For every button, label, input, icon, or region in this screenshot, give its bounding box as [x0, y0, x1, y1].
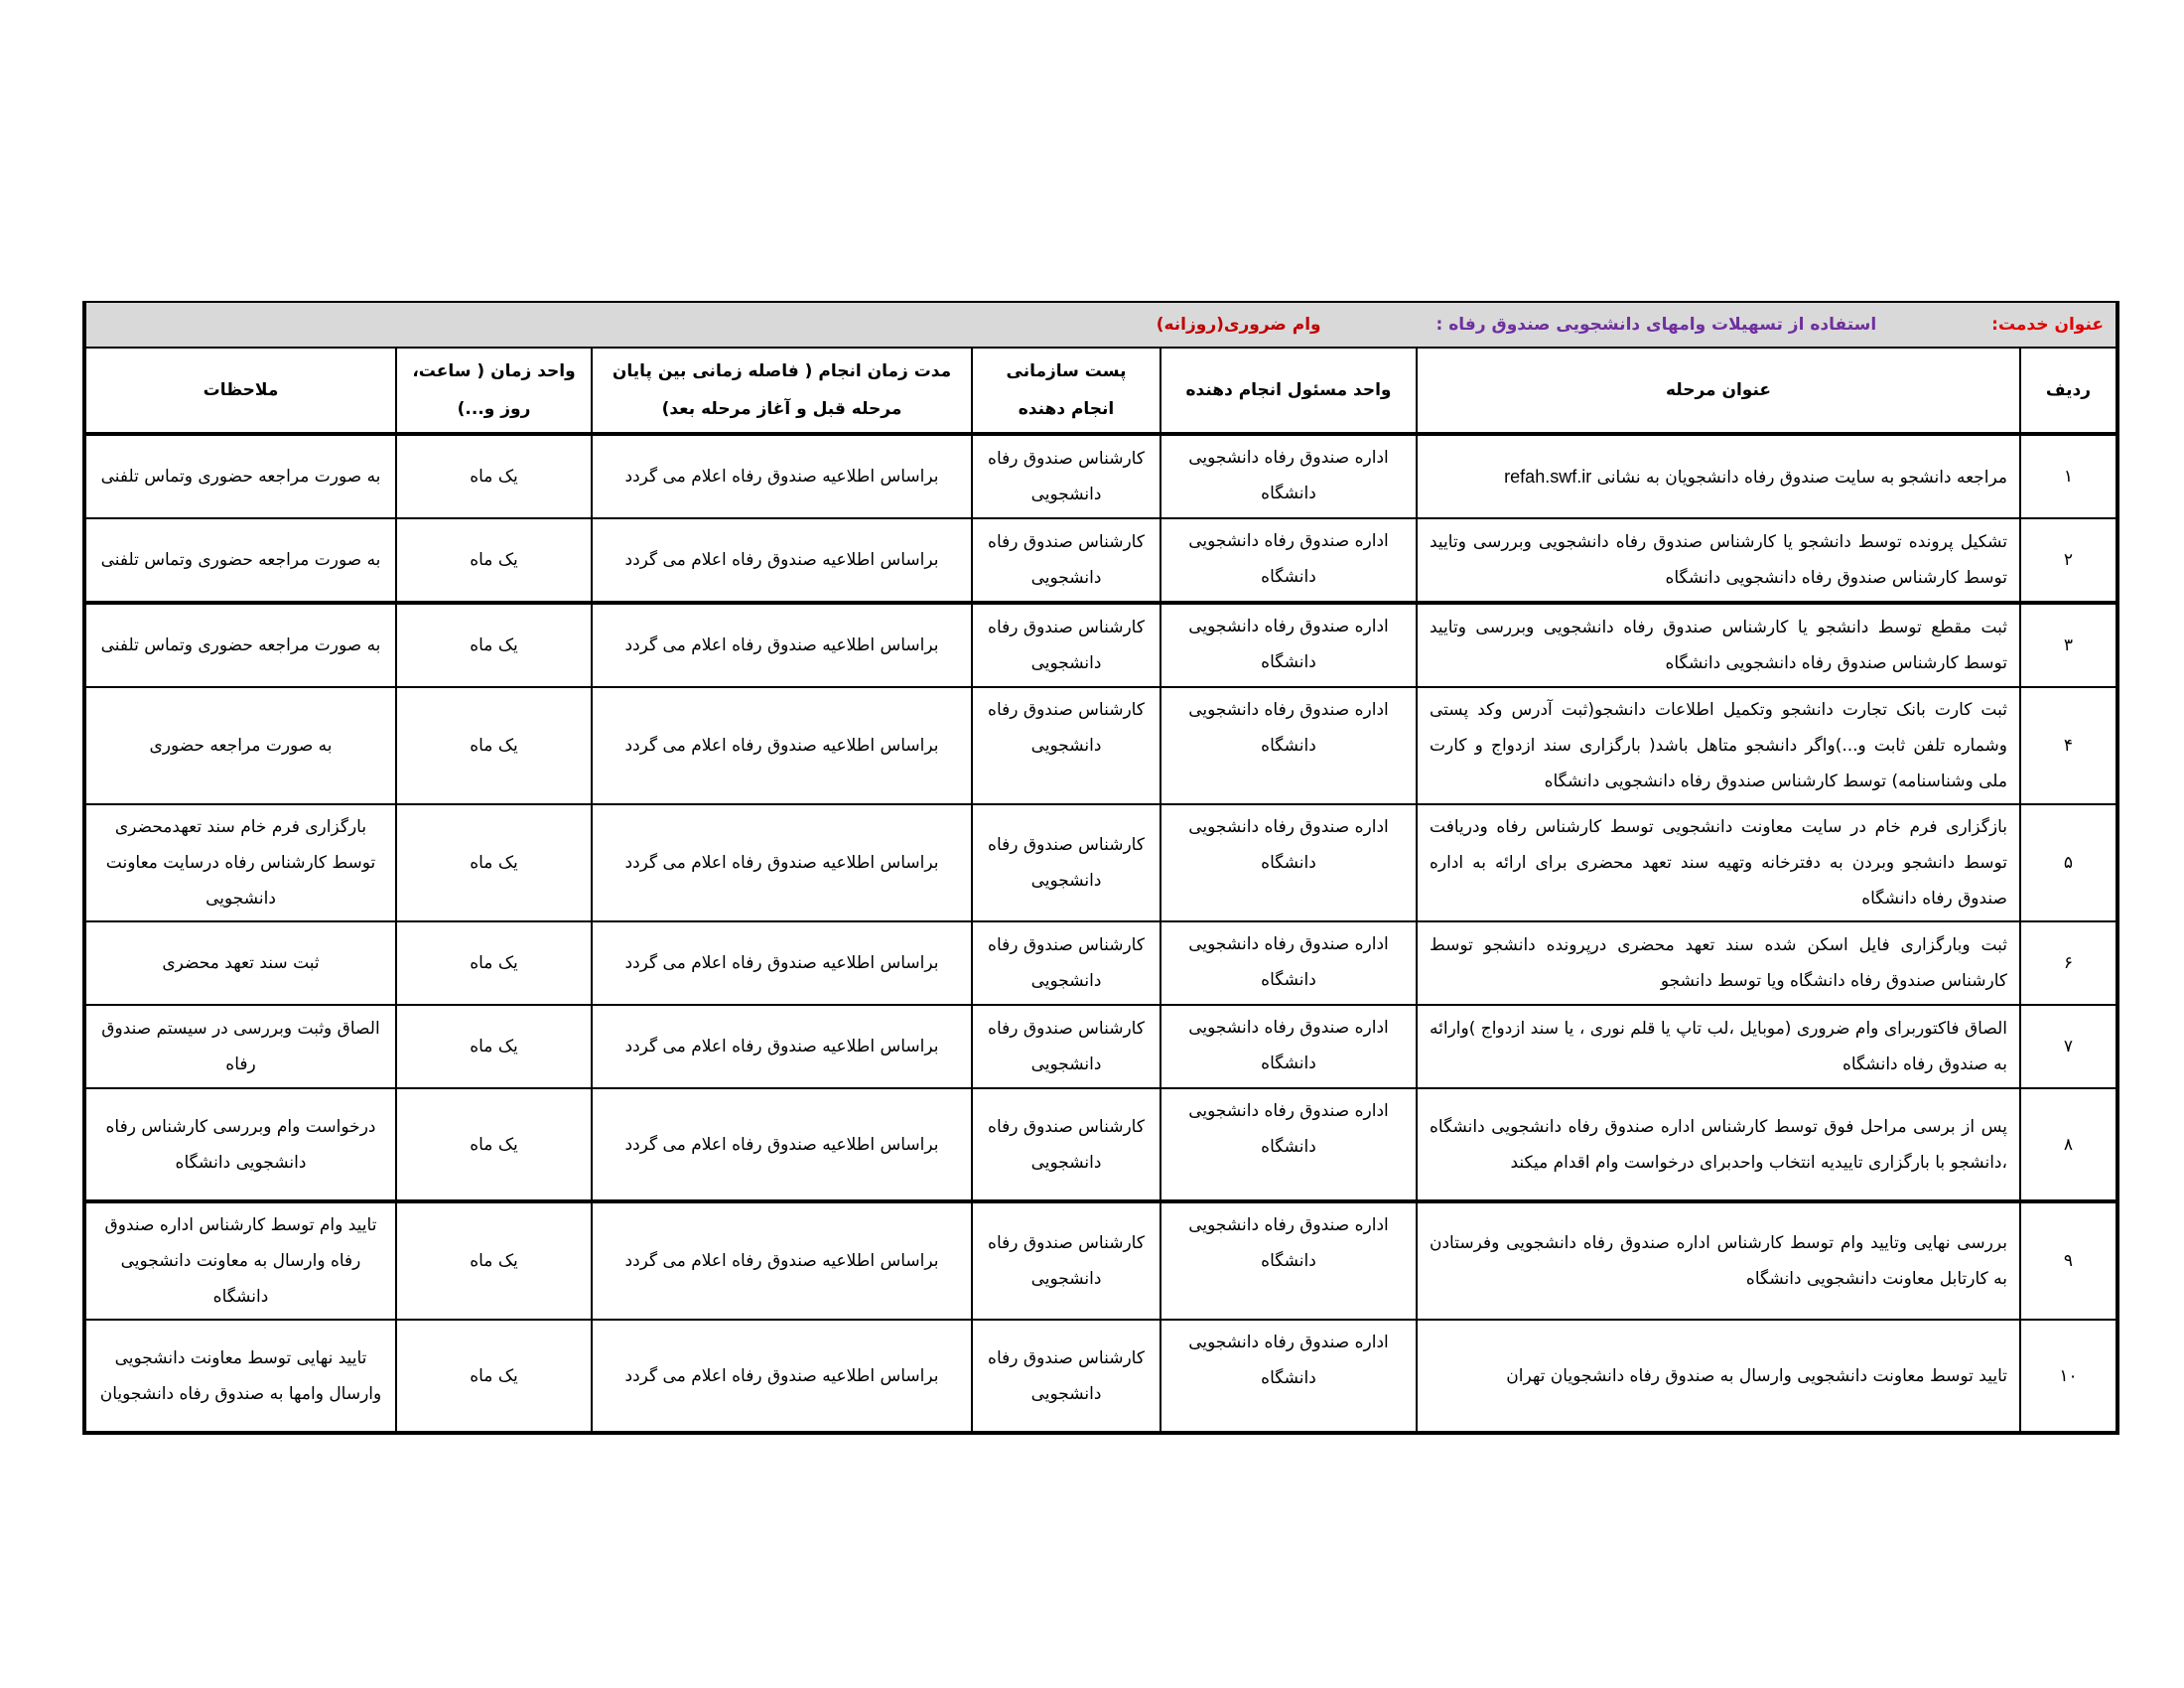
header-row: [84, 348, 2117, 434]
responsible-unit: اداره صندوق رفاه دانشجویی دانشگاه: [1160, 1320, 1417, 1433]
responsible-unit: اداره صندوق رفاه دانشجویی دانشگاه: [1160, 518, 1417, 603]
duration: براساس اطلاعیه صندوق رفاه اعلام می گردد: [592, 804, 972, 921]
duration: براساس اطلاعیه صندوق رفاه اعلام می گردد: [592, 1201, 972, 1320]
post: کارشناس صندوق رفاه دانشجویی: [972, 434, 1160, 518]
row-number: ۷: [2020, 1005, 2117, 1088]
duration: براساس اطلاعیه صندوق رفاه اعلام می گردد: [592, 921, 972, 1005]
time-unit: یک ماه: [396, 921, 592, 1005]
post: کارشناس صندوق رفاه دانشجویی: [972, 1201, 1160, 1320]
notes: به صورت مراجعه حضوری: [84, 687, 396, 804]
table-row: [84, 1005, 2117, 1088]
row-number: ۳: [2020, 603, 2117, 687]
stage-title: مراجعه دانشجو به سایت صندوق رفاه دانشجویان به نشانی: [1596, 467, 2007, 488]
stage-title: پس از برسی مراحل فوق توسط کارشناس اداره صندوق رفاه دانشجویی دانشگاه ،دانشجو با بارگزاری تاییدیه انتخاب واحدبرای درخواست وام اقدام میکند: [1417, 1088, 2020, 1201]
stage-title: تشکیل پرونده توسط دانشجو یا کارشناس صندوق رفاه دانشجویی وبررسی وتایید توسط کارشناس صندوق رفاه دانشجویی دانشگاه: [1417, 518, 2020, 603]
loan-type: وام ضروری(روزانه): [1156, 315, 1321, 335]
row-number: ۱: [2020, 434, 2117, 518]
col-header-row-no: ردیف: [2020, 348, 2117, 434]
notes: تایید نهایی توسط معاونت دانشجویی وارسال وامها به صندوق رفاه دانشجویان: [84, 1320, 396, 1433]
time-unit: یک ماه: [396, 1005, 592, 1088]
col-header-stage-title: عنوان مرحله: [1417, 348, 2020, 434]
notes: به صورت مراجعه حضوری وتماس تلفنی: [84, 434, 396, 518]
responsible-unit: اداره صندوق رفاه دانشجویی دانشگاه: [1160, 804, 1417, 921]
table-row: [84, 518, 2117, 603]
responsible-unit: اداره صندوق رفاه دانشجویی دانشگاه: [1160, 603, 1417, 687]
time-unit: یک ماه: [396, 434, 592, 518]
row-number: ۱۰: [2020, 1320, 2117, 1433]
duration: براساس اطلاعیه صندوق رفاه اعلام می گردد: [592, 603, 972, 687]
service-name: استفاده از تسهیلات وامهای دانشجویی صندوق رفاه :: [1435, 315, 1877, 335]
notes: الصاق وثبت وبررسی در سیستم صندوق رفاه: [84, 1005, 396, 1088]
time-unit: یک ماه: [396, 1201, 592, 1320]
row-number: ۶: [2020, 921, 2117, 1005]
post: کارشناس صندوق رفاه دانشجویی: [972, 804, 1160, 921]
stage-title: بررسی نهایی وتایید وام توسط کارشناس اداره صندوق رفاه دانشجویی وفرستادن به کارتابل معاونت دانشجویی دانشگاه: [1417, 1201, 2020, 1320]
row-number: ۵: [2020, 804, 2117, 921]
notes: ثبت سند تعهد محضری: [84, 921, 396, 1005]
stage-title-cell: [1417, 434, 2020, 518]
row-number: ۸: [2020, 1088, 2117, 1201]
table-row: [84, 1320, 2117, 1433]
time-unit: یک ماه: [396, 518, 592, 603]
table-row: [84, 1088, 2117, 1201]
col-header-notes: ملاحظات: [84, 348, 396, 434]
duration: براساس اطلاعیه صندوق رفاه اعلام می گردد: [592, 1088, 972, 1201]
stage-title: تایید توسط معاونت دانشجویی وارسال به صندوق رفاه دانشجویان تهران: [1417, 1320, 2020, 1433]
title-bar-cell: [84, 302, 2117, 348]
responsible-unit: اداره صندوق رفاه دانشجویی دانشگاه: [1160, 1201, 1417, 1320]
duration: براساس اطلاعیه صندوق رفاه اعلام می گردد: [592, 1005, 972, 1088]
post: کارشناس صندوق رفاه دانشجویی: [972, 687, 1160, 804]
time-unit: یک ماه: [396, 804, 592, 921]
notes: درخواست وام وبررسی کارشناس رفاه دانشجویی دانشگاه: [84, 1088, 396, 1201]
responsible-unit: اداره صندوق رفاه دانشجویی دانشگاه: [1160, 434, 1417, 518]
table-row: [84, 687, 2117, 804]
notes: به صورت مراجعه حضوری وتماس تلفنی: [84, 518, 396, 603]
procedure-table: [82, 301, 2119, 1435]
table-row: [84, 1201, 2117, 1320]
time-unit: یک ماه: [396, 1088, 592, 1201]
post: کارشناس صندوق رفاه دانشجویی: [972, 518, 1160, 603]
duration: براساس اطلاعیه صندوق رفاه اعلام می گردد: [592, 518, 972, 603]
service-title-label: عنوان خدمت:: [1991, 315, 2104, 335]
service-procedure-sheet: [82, 301, 2116, 1435]
table-row: [84, 603, 2117, 687]
post: کارشناس صندوق رفاه دانشجویی: [972, 1005, 1160, 1088]
stage-title: بازگزاری فرم خام در سایت معاونت دانشجویی توسط کارشناس رفاه ودریافت توسط دانشجو وبردن به دفترخانه وتهیه سند تعهد محضری برای ارائه به اداره صندوق رفاه دانشگاه: [1417, 804, 2020, 921]
time-unit: یک ماه: [396, 687, 592, 804]
stage-title: ثبت وبارگزاری فایل اسکن شده سند تعهد محضری درپرونده دانشجو توسط کارشناس صندوق رفاه دانشگاه ویا توسط دانشجو: [1417, 921, 2020, 1005]
time-unit: یک ماه: [396, 603, 592, 687]
col-header-post: پست سازمانی انجام دهنده: [972, 348, 1160, 434]
responsible-unit: اداره صندوق رفاه دانشجویی دانشگاه: [1160, 687, 1417, 804]
stage-title: ثبت کارت بانک تجارت دانشجو وتکمیل اطلاعات دانشجو(ثبت آدرس وکد پستی وشماره تلفن ثابت و...)واگر دانشجو متاهل باشد( بارگزاری سند ازدواج و کارت ملی وشناسنامه) توسط کارشناس صندوق رفاه دانشجویی دانشگاه: [1417, 687, 2020, 804]
col-header-duration: مدت زمان انجام ( فاصله زمانی بین پایان مرحله قبل و آغاز مرحله بعد): [592, 348, 972, 434]
post: کارشناس صندوق رفاه دانشجویی: [972, 1088, 1160, 1201]
post: کارشناس صندوق رفاه دانشجویی: [972, 603, 1160, 687]
title-bar: [84, 302, 2117, 348]
row-number: ۴: [2020, 687, 2117, 804]
row-number: ۲: [2020, 518, 2117, 603]
notes: به صورت مراجعه حضوری وتماس تلفنی: [84, 603, 396, 687]
row-number: ۹: [2020, 1201, 2117, 1320]
post: کارشناس صندوق رفاه دانشجویی: [972, 1320, 1160, 1433]
website-link[interactable]: refah.swf.ir: [1504, 466, 1592, 487]
duration: براساس اطلاعیه صندوق رفاه اعلام می گردد: [592, 434, 972, 518]
table-row: [84, 921, 2117, 1005]
duration: براساس اطلاعیه صندوق رفاه اعلام می گردد: [592, 687, 972, 804]
stage-title: الصاق فاکتوربرای وام ضروری (موبایل ،لب تاپ یا قلم نوری ، یا سند ازدواج )وارائه به صندوق رفاه دانشگاه: [1417, 1005, 2020, 1088]
time-unit: یک ماه: [396, 1320, 592, 1433]
col-header-time-unit: واحد زمان ( ساعت، روز و...): [396, 348, 592, 434]
responsible-unit: اداره صندوق رفاه دانشجویی دانشگاه: [1160, 1088, 1417, 1201]
responsible-unit: اداره صندوق رفاه دانشجویی دانشگاه: [1160, 921, 1417, 1005]
table-row: [84, 434, 2117, 518]
duration: براساس اطلاعیه صندوق رفاه اعلام می گردد: [592, 1320, 972, 1433]
post: کارشناس صندوق رفاه دانشجویی: [972, 921, 1160, 1005]
stage-title: ثبت مقطع توسط دانشجو یا کارشناس صندوق رفاه دانشجویی وبررسی وتایید توسط کارشناس صندوق رفاه دانشجویی دانشگاه: [1417, 603, 2020, 687]
notes: تایید وام توسط کارشناس اداره صندوق رفاه وارسال به معاونت دانشجویی دانشگاه: [84, 1201, 396, 1320]
col-header-responsible-unit: واحد مسئول انجام دهنده: [1160, 348, 1417, 434]
table-row: [84, 804, 2117, 921]
responsible-unit: اداره صندوق رفاه دانشجویی دانشگاه: [1160, 1005, 1417, 1088]
notes: بارگزاری فرم خام سند تعهدمحضری توسط کارشناس رفاه درسایت معاونت دانشجویی: [84, 804, 396, 921]
